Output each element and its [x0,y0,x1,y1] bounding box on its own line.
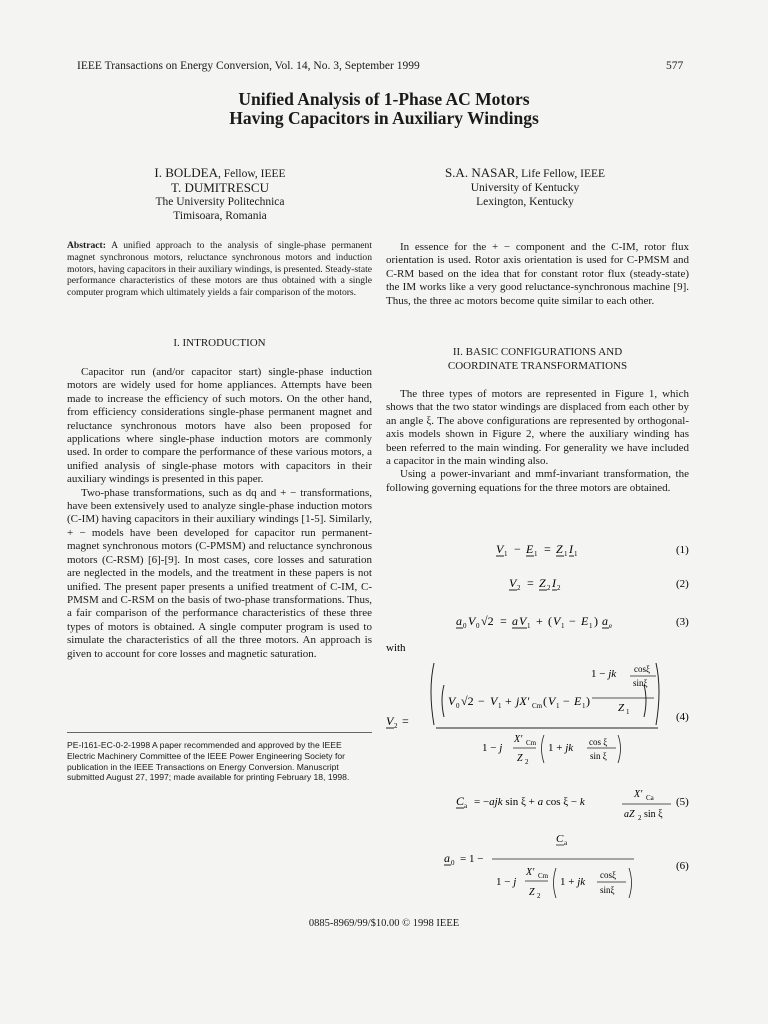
svg-text:a: a [456,614,462,628]
svg-text:C: C [556,833,564,845]
paragraph: Using a power-invariant and mmf-invariant transformation, the following governing equations for the three motors are obtained. [386,468,689,494]
svg-text:C: C [456,794,465,808]
equations-block [386,535,696,905]
author-location: Lexington, Kentucky [476,196,574,208]
svg-text:Cm: Cm [526,739,537,747]
equation-2 [509,576,689,592]
svg-text:0: 0 [463,622,467,630]
svg-text:): ) [586,694,590,708]
svg-text:a: a [564,839,568,847]
author-name: T. DUMITRESCU [171,180,269,195]
footnote: PE-I161-EC-0-2-1998 A paper recommended and approved by the IEEE Electric Machinery Committee of the IEEE Power Engineering Society for publication in the IEEE Transactions on Energy Conversion. Manuscript submitted August 27, 1997; made available for printing February 18, 1998. [67,740,350,783]
svg-text:V: V [448,694,456,708]
paper-title [0,90,768,128]
svg-text:Ca: Ca [646,794,654,802]
svg-text:X′: X′ [634,789,643,800]
right-intro [386,241,689,308]
with-label: with [386,642,406,654]
author-affiliation: University of Kentucky [470,182,580,194]
svg-text:sinξ: sinξ [633,678,648,688]
svg-text:Cm: Cm [532,702,543,710]
copyright-footer: 0885-8969/99/$10.00 © 1998 IEEE [308,918,460,929]
svg-text:E: E [526,542,534,556]
equation-number: (5) [676,796,689,808]
svg-text:1: 1 [498,702,502,710]
svg-text:sinξ: sinξ [600,885,615,895]
svg-text:Cm: Cm [538,872,549,880]
svg-text:2: 2 [537,892,541,900]
svg-text:V: V [386,714,394,728]
author-name: S.A. NASAR [444,165,516,180]
svg-text:V: V [519,614,527,628]
section-heading [386,345,689,373]
svg-text:0: 0 [476,622,480,630]
svg-text:1: 1 [574,550,578,558]
svg-text:1: 1 [564,550,568,558]
svg-text:V: V [509,576,517,590]
svg-text:1 − jk: 1 − jk [591,668,617,680]
svg-text:sin ξ: sin ξ [590,751,607,761]
svg-text:aZ: aZ [624,809,635,820]
section-heading: I. INTRODUCTION [173,337,266,349]
paragraph: Two-phase transformations, such as dq and + − transformations, have been extensively used to analyze single-phase induction motors (C-IM) having capacitors in their auxiliary windings [1-5]. Similarly, + − models have been developed for capacitor run permanent-magnet synchronous motors (C-PMSM) and reluctance synchronous motors (C-RSM) [6]-[9]. In most cases, core losses and saturation are neglected in the models, and the treatment in these papers is not unified. The present paper presents a unified treatment of C-IM, C-PMSM and C-RSM on the basis of two-phase transformations. Thus, a fair comparison of the performance characteristics of these three types of motors is obtained. A single computer program is used to simulate the characteristics of all the three motors. An approach is given to account for core losses and magnetic saturation. [67,486,372,660]
svg-text:X′: X′ [514,734,523,745]
equation-number: (2) [676,578,689,590]
svg-text:0: 0 [456,702,460,710]
svg-text:I: I [569,542,573,556]
svg-text:−: − [563,694,570,708]
author-role: , Life Fellow, IEEE [515,168,606,180]
svg-text:sin ξ: sin ξ [644,809,663,820]
svg-text:a: a [602,614,608,628]
svg-text:+: + [536,614,543,628]
svg-text:V: V [468,614,476,628]
equation-3 [456,614,689,630]
svg-text:cosξ: cosξ [600,870,617,880]
svg-text:1: 1 [556,702,560,710]
svg-text:1: 1 [534,550,538,558]
equation-1 [496,542,689,558]
paragraph: The three types of motors are represented in Figure 1, which shows that the two stator windings are displaced from each other by an angle ξ. The above configurations are represented by orthogonal-axis models shown in Figure 2, where the auxiliary winding has been referred to the main winding. For generality we have included a capacitor in the main winding also. [386,388,689,468]
svg-text:−: − [569,614,576,628]
svg-text:1: 1 [527,622,531,630]
svg-text:cos ξ: cos ξ [589,737,608,747]
svg-text:2: 2 [525,758,529,766]
svg-text:): ) [594,614,598,628]
svg-text:(: ( [543,694,547,708]
introduction-body [67,366,372,661]
svg-text:−: − [514,542,521,556]
title-line-1: Unified Analysis of 1-Phase AC Motors [238,89,530,109]
svg-text:1: 1 [504,550,508,558]
svg-text:√2: √2 [461,694,474,708]
svg-text:2: 2 [394,722,398,730]
svg-text:1: 1 [582,702,586,710]
heading-line: COORDINATE TRANSFORMATIONS [447,360,628,372]
svg-text:a: a [512,614,518,628]
journal-header: IEEE Transactions on Energy Conversion, Vol. 14, No. 3, September 1999 [77,60,420,72]
svg-text:0: 0 [451,859,455,867]
equation-5 [456,789,689,822]
section2-body [386,388,689,495]
svg-text:1 − j: 1 − j [496,876,517,888]
author-affiliation: The University Politechnica [155,196,285,208]
svg-text:cosξ: cosξ [634,664,651,674]
svg-text:E: E [581,614,589,628]
svg-text:1 + jk: 1 + jk [548,742,574,754]
svg-text:=: = [527,576,534,590]
svg-text:a: a [444,851,450,865]
equation-number: (1) [676,544,689,556]
svg-text:1 − j: 1 − j [482,742,503,754]
svg-text:Z: Z [556,542,563,556]
svg-text:=: = [402,714,409,728]
author-block-right [400,166,650,209]
svg-text:Z: Z [517,753,523,764]
footnote-rule [67,732,372,733]
paragraph: Capacitor run (and/or capacitor start) single-phase induction motors are widely used for home appliances. Attempts have been made to increase the efficiency of such motors. On the other hand, from efficiency considerations single-phase permanent magnet and reluctance synchronous motors have also been proposed for applications where single-phase induction motors are commonly used. In order to compare the performance of these various motors, a unified analysis of single-phase motors with capacitors in their auxiliary windings is presented in this paper. [67,366,372,486]
svg-text:I: I [552,576,556,590]
equation-number: (4) [676,711,689,723]
abstract-label: Abstract: [67,240,106,251]
abstract [67,240,372,299]
svg-text:1: 1 [589,622,593,630]
author-location: Timisoara, Romania [173,210,267,222]
equation-4 [386,663,689,766]
equation-number: (3) [676,616,689,628]
svg-text:Z: Z [618,702,625,714]
svg-text:+: + [505,694,512,708]
svg-text:X′: X′ [526,867,535,878]
author-role: , Fellow, IEEE [217,168,286,180]
svg-text:V: V [548,694,556,708]
svg-text:Z: Z [539,576,546,590]
svg-text:1 + jk: 1 + jk [560,876,586,888]
author-block-left [90,166,350,223]
svg-text:V: V [496,542,504,556]
equation-6 [444,833,689,900]
svg-text:2: 2 [517,584,521,592]
title-line-2: Having Capacitors in Auxiliary Windings [229,108,539,128]
paragraph: In essence for the + − component and the C-IM, rotor flux orientation is used. Rotor axis orientation is used for C-PMSM and C-RM based on the idea that for constant rotor flux (steady-state) the IM works like a very good reluctance-synchronous machine [9]. Thus, the three ac motors become quite similar to each other. [386,241,689,307]
svg-text:√2: √2 [481,614,494,628]
svg-text:= −ajk sin ξ + a cos ξ − k: = −ajk sin ξ + a cos ξ − k [474,796,585,808]
svg-text:= 1 −: = 1 − [460,853,484,865]
svg-text:a: a [464,802,468,810]
svg-text:2: 2 [638,814,642,822]
svg-text:e: e [609,622,613,630]
svg-text:(: ( [548,614,552,628]
heading-line: II. BASIC CONFIGURATIONS AND [452,346,623,358]
svg-text:jX′: jX′ [516,694,530,708]
equation-number: (6) [676,860,689,872]
page-number: 577 [666,60,684,72]
svg-text:=: = [500,614,507,628]
author-name: I. BOLDEA [154,165,218,180]
svg-text:=: = [544,542,551,556]
svg-text:1: 1 [561,622,565,630]
svg-text:V: V [490,694,498,708]
svg-text:2: 2 [557,584,561,592]
abstract-text: A unified approach to the analysis of single-phase permanent magnet synchronous motors, reluctance synchronous motors and induction motors, having capacitors in their auxiliary windings, is presented. Steady-state performance characteristics of these motors are thus obtained with a single computer program which ultimately yields a fair comparison of the motors. [67,240,372,299]
svg-text:1: 1 [626,708,630,716]
svg-text:−: − [478,694,485,708]
svg-text:V: V [553,614,561,628]
svg-text:E: E [574,694,582,708]
svg-text:2: 2 [547,584,551,592]
svg-text:Z: Z [529,887,535,898]
